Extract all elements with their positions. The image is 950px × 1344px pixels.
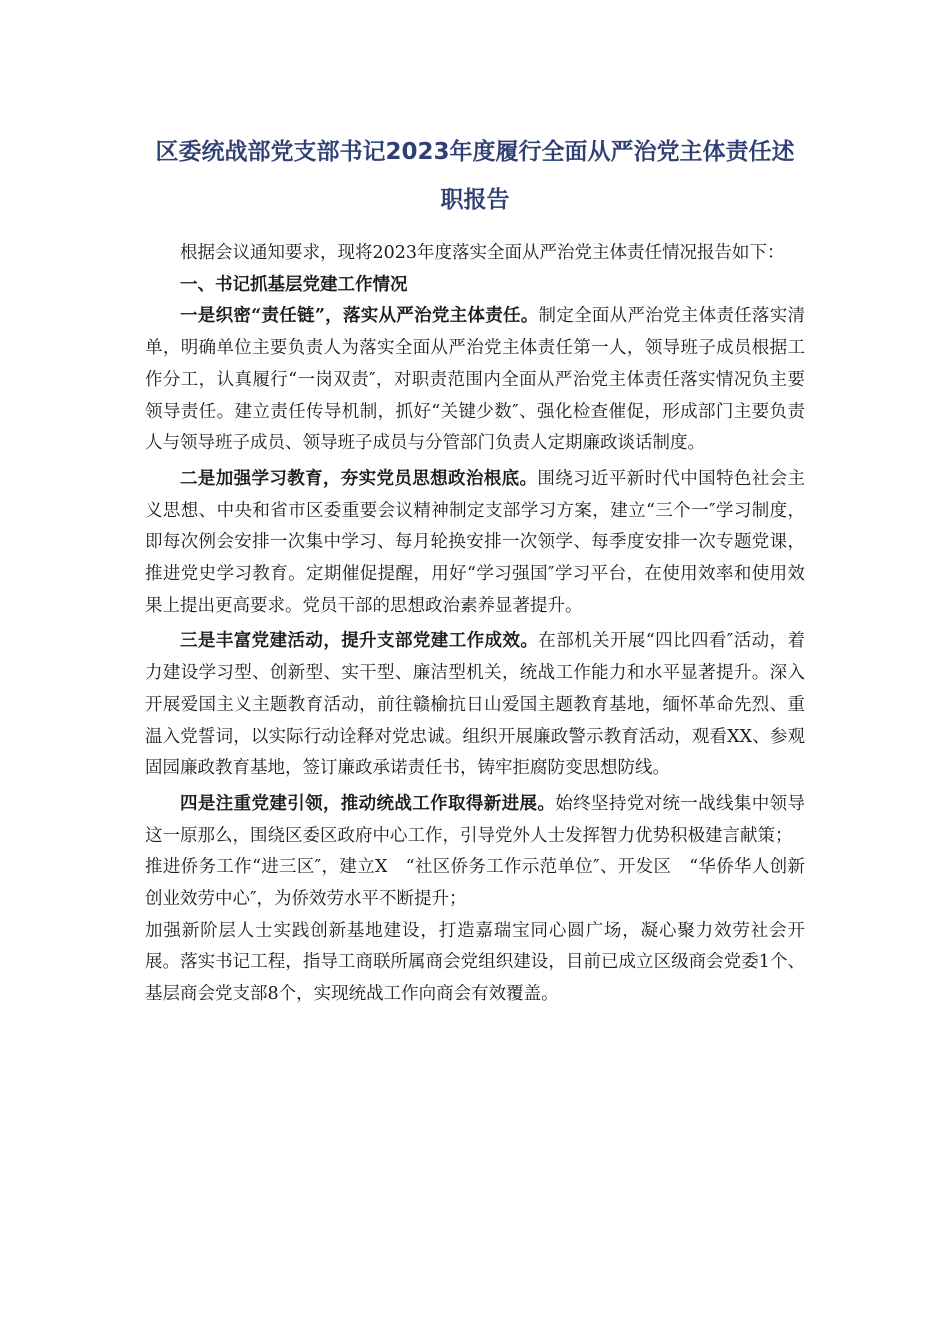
item-1-text: 制定全面从严治党主体责任落实清单，明确单位主要负责人为落实全面从严治党主体责任第一人，领导班子成员根据工作分工，认真履行“一岗双责″，对职责范围内全面从严治党主体责任落实情况负主要领导责任。建立责任传导机制，抓好“关键少数″、强化检查催促，形成部门主要负责人与领导班子成员、领导班子成员与分管部门负责人定期廉政谈话制度。: [145, 306, 805, 454]
paragraph-item-1: [145, 301, 805, 460]
paragraph-new-class: 加强新阶层人士实践创新基地建设，打造嘉瑞宝同心圆广场，凝心聚力效劳社会开展。落实书记工程，指导工商联所属商会党组织建设，目前已成立区级商会党委1个、基层商会党支部8个，实现统战工作向商会有效覆盖。: [145, 920, 805, 1005]
item-1-lead: 一是织密“责任链”，落实从严治党主体责任。: [180, 306, 539, 327]
section-heading: 一、书记抓基层党建工作情况: [180, 274, 408, 295]
paragraph-item-3: [145, 626, 805, 785]
document-title: [120, 128, 830, 224]
intro-paragraph: 根据会议通知要求，现将2023年度落实全面从严治党主体责任情况报告如下：: [180, 243, 785, 263]
title-line-2: 职报告: [440, 187, 510, 213]
paragraph-overseas-chinese: 推进侨务工作“进三区″，建立X “社区侨务工作示范单位″、开发区 “华侨华人创新创业效劳中心″，为侨效劳水平不断提升；: [145, 857, 805, 910]
item-4-lead: 四是注重党建引领，推动统战工作取得新进展。: [180, 793, 556, 814]
item-2-lead: 二是加强学习教育，夯实党员思想政治根底。: [180, 468, 538, 489]
document-body: [145, 238, 805, 1011]
title-line-1: 区委统战部党支部书记2023年度履行全面从严治党主体责任述: [155, 139, 795, 165]
paragraph-item-4: [145, 789, 805, 852]
item-3-lead: 三是丰富党建活动，提升支部党建工作成效。: [180, 631, 539, 652]
item-2-text: 围绕习近平新时代中国特色社会主义思想、中央和省市区委重要会议精神制定支部学习方案，建立“三个一″学习制度，即每次例会安排一次集中学习、每月轮换安排一次领学、每季度安排一次专题党课，推进党史学习教育。定期催促提醒，用好“学习强国″学习平台，在使用效率和使用效果上提出更高要求。党员干部的思想政治素养显著提升。: [145, 468, 806, 616]
item-3-text: 在部机关开展“四比四看″活动，着力建设学习型、创新型、实干型、廉洁型机关，统战工作能力和水平显著提升。深入开展爱国主义主题教育活动，前往赣榆抗日山爱国主题教育基地，缅怀革命先烈、重温入党誓词，以实际行动诠释对党忠诚。组织开展廉政警示教育活动，观看XX、参观固园廉政教育基地，签订廉政承诺责任书，铸牢拒腐防变思想防线。: [145, 631, 806, 779]
item-4-text: 始终坚持党对统一战线集中领导这一原那么，围绕区委区政府中心工作，引导党外人士发挥智力优势积极建言献策；: [145, 793, 806, 846]
paragraph-item-2: [145, 464, 805, 623]
